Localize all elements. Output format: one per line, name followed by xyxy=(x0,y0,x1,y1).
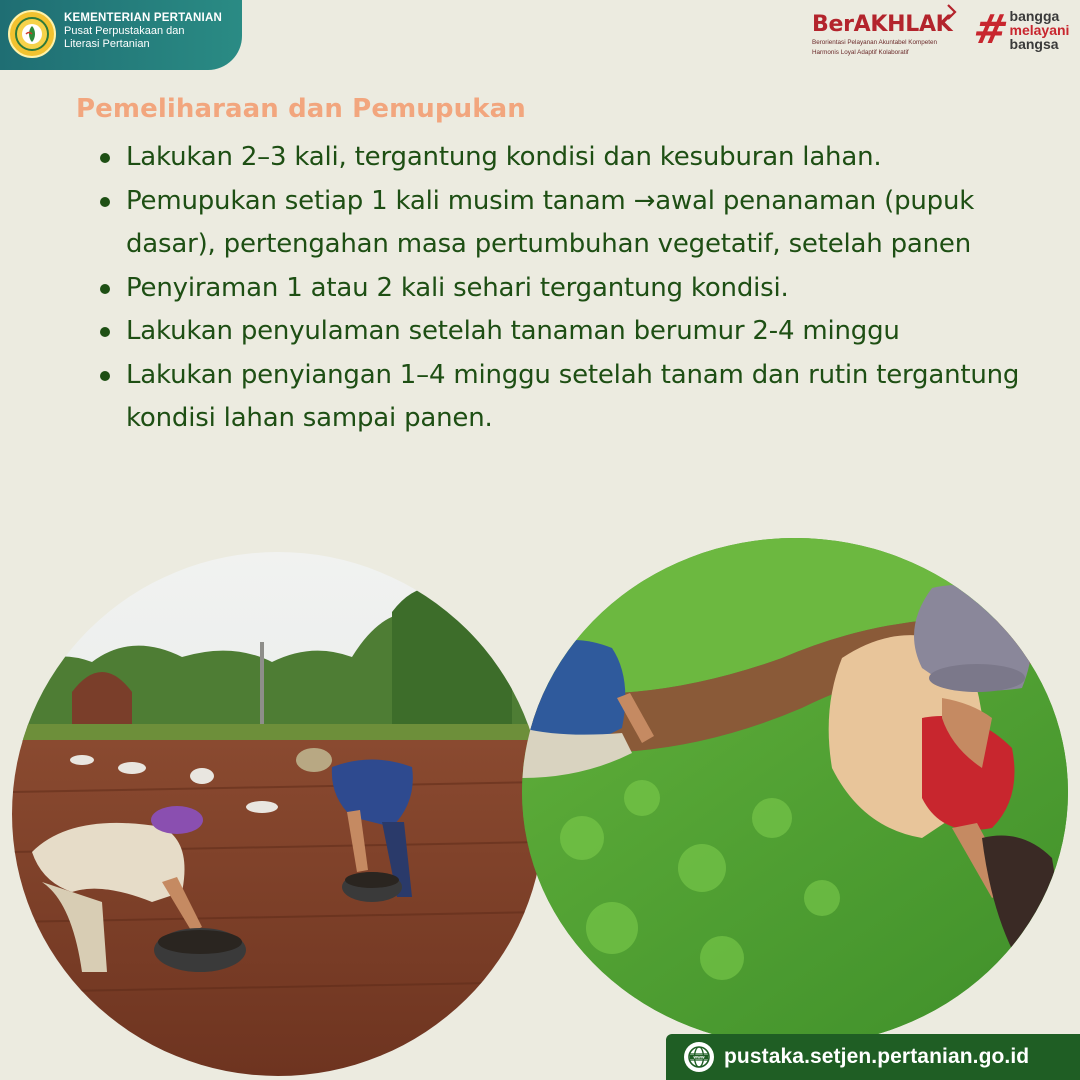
berakhlak-logo xyxy=(812,6,960,58)
svg-text:WWW: WWW xyxy=(693,1055,705,1060)
bullet-item: Lakukan penyiangan 1–4 minggu setelah tanam dan rutin tergantung kondisi lahan sampai panen. xyxy=(96,354,1026,441)
ministry-subtitle-line2: Literasi Pertanian xyxy=(64,37,150,50)
ministry-logo-icon xyxy=(8,10,56,58)
berakhlak-wordmark: BerAKHLAK xyxy=(812,12,953,37)
footer-url-bar xyxy=(666,1034,1080,1080)
berakhlak-tagline-line1: Berorientasi Pelayanan Akuntabel Kompeten xyxy=(812,39,937,46)
bullet-item: Penyiraman 1 atau 2 kali sehari tergantung kondisi. xyxy=(96,267,1026,311)
ministry-subtitle-line1: Pusat Perpustakaan dan xyxy=(64,25,185,38)
ministry-header-badge xyxy=(0,0,242,70)
bullet-list xyxy=(96,136,1026,441)
berakhlak-tagline-line2: Harmonis Loyal Adaptif Kolaboratif xyxy=(812,49,909,57)
photo-farmers-weeding-crops xyxy=(522,538,1068,1046)
campaign-word-bangga: bangga xyxy=(1009,7,1060,24)
globe-www-icon xyxy=(684,1042,714,1072)
campaign-word-melayani: melayani xyxy=(1009,21,1070,38)
hashtag-icon: # xyxy=(969,7,1012,53)
bangga-melayani-bangsa-logo xyxy=(969,6,1078,54)
section-title: Pemeliharaan dan Pemupukan xyxy=(76,94,526,124)
ministry-name: KEMENTERIAN PERTANIAN xyxy=(64,12,222,24)
bullet-item: Pemupukan setiap 1 kali musim tanam →awal penanaman (pupuk dasar), pertengahan masa pertumbuhan vegetatif, setelah panen xyxy=(96,180,1026,267)
bullet-item: Lakukan penyulaman setelah tanaman berumur 2-4 minggu xyxy=(96,310,1026,354)
photo-farmers-planting-field xyxy=(12,552,544,1076)
chevron-right-icon xyxy=(946,4,958,20)
campaign-word-bangsa: bangsa xyxy=(1009,36,1059,53)
bullet-item: Lakukan 2–3 kali, tergantung kondisi dan kesuburan lahan. xyxy=(96,136,1026,180)
website-url-link[interactable]: pustaka.setjen.pertanian.go.id xyxy=(724,1045,1030,1068)
